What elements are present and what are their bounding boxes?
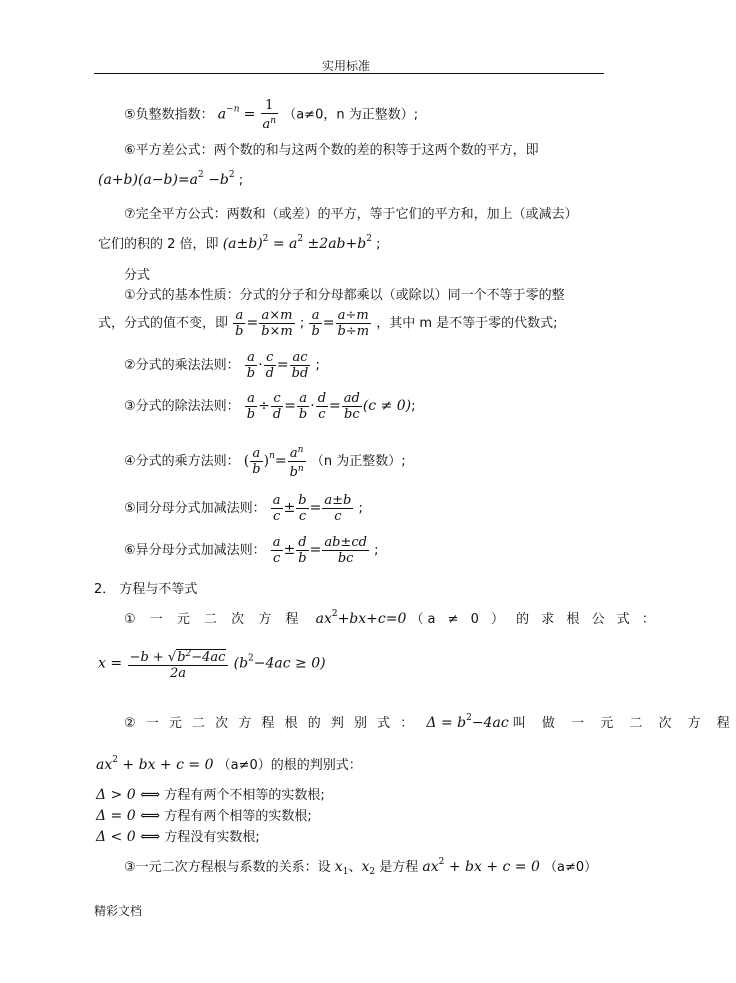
line-delta-negative: Δ < 0 ⟺ 方程没有实数根;: [96, 829, 260, 845]
line-discriminant-label: ② 一 元 二 次 方 程 根 的 判 别 式 ： $\Delta = b^2-4ac$ 叫 做 一 元 二 次 方 程: [124, 713, 736, 731]
line-discriminant-equation: $ax^2$ + bx + c = 0 （a≠0）的根的判别式：: [96, 755, 362, 773]
line-perfect-square-formula: 它们的积的 2 倍，即 $(a\pm b)^2 = a^2 \pm 2ab+b^2$ ;: [98, 234, 381, 252]
page-header: 实用标准: [322, 59, 371, 73]
line-delta-positive: Δ > 0 ⟺ 方程有两个不相等的实数根;: [96, 787, 325, 803]
line-perfect-square-label: ⑦完全平方公式：两数和（或差）的平方，等于它们的平方和，加上（或减去）: [124, 207, 578, 222]
line-quadratic-root-formula: x = $\frac{-b + √b^2-4ac}{2a}$ $(b^2-4ac \ge 0)$: [98, 649, 326, 681]
line-fraction-multiplication: ②分式的乘法法则： $\frac{a}{b}$ · $\frac{c}{d}$ = $\frac{ac}{bd}$ ;: [124, 350, 320, 381]
line-diff-squares-formula: $(a+b)(a-b)=a^2 -b^2$ ;: [98, 170, 244, 188]
negative-exponent-label: ⑤负整数指数：: [124, 107, 214, 123]
line-fraction-basic-property: ①分式的基本性质：分式的分子和分母都乘以（或除以）同一个不等于零的整: [124, 288, 565, 303]
header-rule: [94, 73, 604, 74]
line-fraction-division: ③分式的除法法则： $\frac{a}{b}$ ÷ $\frac{c}{d}$ = $\frac{a}{b}$ · $\frac{d}{c}$ = $\frac{ad}{bc}$ (c ≠ 0);: [124, 391, 416, 422]
line-diff-squares-label: ⑥平方差公式：两个数的和与这两个数的差的积等于这两个数的平方，即: [124, 143, 539, 158]
line-negative-exponent: ⑤负整数指数： $a^{-n}$ = $\frac{1}{a^n}$ （a≠0，n 为正整数）;: [124, 98, 419, 132]
line-vieta-label: ③一元二次方程根与系数的关系：设 $x_1$、$x_2$ 是方程 $ax^2$ + bx + c = 0 （a≠0）: [124, 857, 598, 877]
line-fraction-basic-formula: 式，分式的值不变，即 $\frac{a}{b}$ = $\frac{a\times m}{b\times m}$ ; $\frac{a}{b}$ = $\frac{a\div m}{b\div m}$ ，其中 m 是不等于零的代数式;: [98, 308, 558, 339]
page-footer: 精彩文档: [94, 904, 143, 918]
section-fraction-title: 分式: [124, 268, 151, 283]
section-equations-title: 2． 方程与不等式: [94, 582, 198, 597]
negative-exponent-condition: （a≠0，n 为正整数）;: [283, 107, 419, 123]
line-delta-zero: Δ = 0 ⟺ 方程有两个相等的实数根;: [96, 808, 312, 824]
line-fraction-diff-denominator: ⑥异分母分式加减法则： $\frac{a}{c}$ ± $\frac{d}{b}$ = $\frac{ab\pm cd}{bc}$ ;: [124, 535, 379, 566]
line-fraction-power: ④分式的乘方法则： ( $\frac{a}{b}$ )$^n$= $\frac{a^n}{b^n}$ （n 为正整数）;: [124, 445, 406, 480]
line-quadratic-root-formula-label: ① 一 元 二 次 方 程 $ax^2+bx+c=0$ （a ≠ 0 ） 的 求 根 公 式 ：: [124, 609, 659, 627]
line-fraction-same-denominator: ⑤同分母分式加减法则： $\frac{a}{c}$ ± $\frac{b}{c}$ = $\frac{a\pm b}{c}$ ;: [124, 493, 363, 524]
